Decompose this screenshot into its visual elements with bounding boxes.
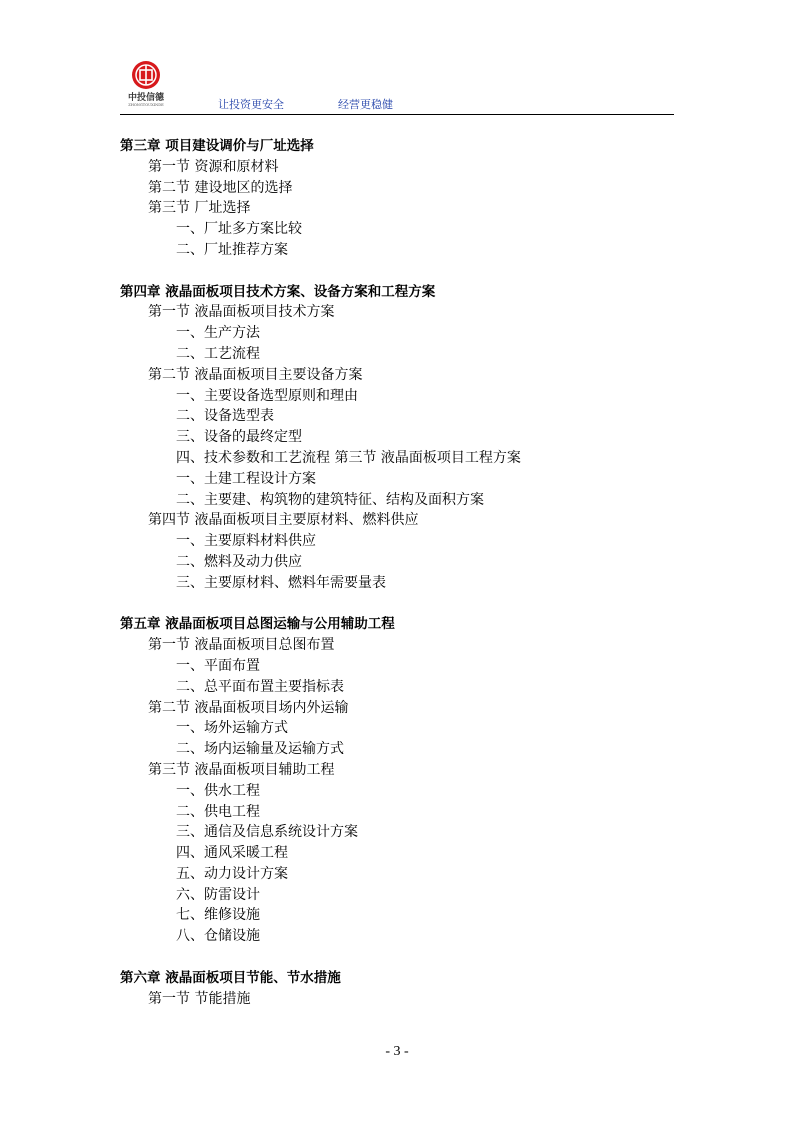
logo-text: 中投信德 <box>127 93 165 103</box>
toc-chapter: 第五章 液晶面板项目总图运输与公用辅助工程 <box>120 616 395 633</box>
toc-item: 三、设备的最终定型 <box>176 429 302 446</box>
slogan-safety: 让投资更安全 <box>218 98 284 111</box>
toc-spacer <box>120 261 680 282</box>
toc-item: 二、主要建、构筑物的建筑特征、结构及面积方案 <box>176 491 484 508</box>
toc-section: 第二节 液晶面板项目主要设备方案 <box>148 366 363 383</box>
toc-item: 二、供电工程 <box>176 803 260 820</box>
toc-section: 第一节 节能措施 <box>148 990 251 1007</box>
table-of-contents <box>120 136 680 1009</box>
toc-item: 二、设备选型表 <box>176 408 274 425</box>
toc-item: 八、仓储设施 <box>176 928 260 945</box>
toc-chapter: 第四章 液晶面板项目技术方案、设备方案和工程方案 <box>120 283 436 300</box>
toc-section: 第一节 资源和原材料 <box>148 158 279 175</box>
toc-item: 一、平面布置 <box>176 657 260 674</box>
toc-item: 一、厂址多方案比较 <box>176 221 302 238</box>
toc-section: 第一节 液晶面板项目技术方案 <box>148 304 335 321</box>
toc-spacer <box>120 947 680 968</box>
page-header <box>120 56 674 115</box>
toc-item: 二、燃料及动力供应 <box>176 553 302 570</box>
toc-item: 二、场内运输量及运输方式 <box>176 741 344 758</box>
toc-chapter: 第三章 项目建设调价与厂址选择 <box>120 138 314 154</box>
page-number: - 3 - <box>385 1044 409 1059</box>
toc-item: 七、维修设施 <box>176 907 260 924</box>
toc-item: 二、工艺流程 <box>176 345 260 362</box>
logo-subtext: ZHONGTOUXINDE <box>128 103 164 107</box>
company-logo <box>120 56 172 108</box>
toc-section: 第三节 液晶面板项目辅助工程 <box>148 761 335 778</box>
toc-item: 三、通信及信息系统设计方案 <box>176 824 358 841</box>
toc-item: 六、防雷设计 <box>176 886 260 903</box>
toc-item: 二、总平面布置主要指标表 <box>176 678 344 695</box>
toc-chapter: 第六章 液晶面板项目节能、节水措施 <box>120 969 341 986</box>
toc-item: 一、主要原料材料供应 <box>176 533 316 550</box>
toc-item: 四、通风采暖工程 <box>176 845 288 862</box>
slogan-operation: 经营更稳健 <box>338 98 393 111</box>
toc-spacer <box>120 594 680 615</box>
toc-item: 二、厂址推荐方案 <box>176 241 288 258</box>
toc-item: 五、动力设计方案 <box>176 865 288 882</box>
toc-section: 第二节 液晶面板项目场内外运输 <box>148 699 349 716</box>
toc-item: 一、主要设备选型原则和理由 <box>176 387 358 404</box>
toc-item: 一、土建工程设计方案 <box>176 470 316 487</box>
toc-item: 四、技术参数和工艺流程 第三节 液晶面板项目工程方案 <box>176 449 521 466</box>
toc-section: 第二节 建设地区的选择 <box>148 179 293 196</box>
toc-item: 一、供水工程 <box>176 782 260 799</box>
toc-section: 第三节 厂址选择 <box>148 200 251 217</box>
toc-item: 一、场外运输方式 <box>176 720 288 737</box>
toc-section: 第四节 液晶面板项目主要原材料、燃料供应 <box>148 512 419 529</box>
header-divider <box>120 114 674 115</box>
toc-item: 一、生产方法 <box>176 325 260 342</box>
toc-item: 三、主要原材料、燃料年需要量表 <box>176 574 386 591</box>
toc-section: 第一节 液晶面板项目总图布置 <box>148 637 335 654</box>
